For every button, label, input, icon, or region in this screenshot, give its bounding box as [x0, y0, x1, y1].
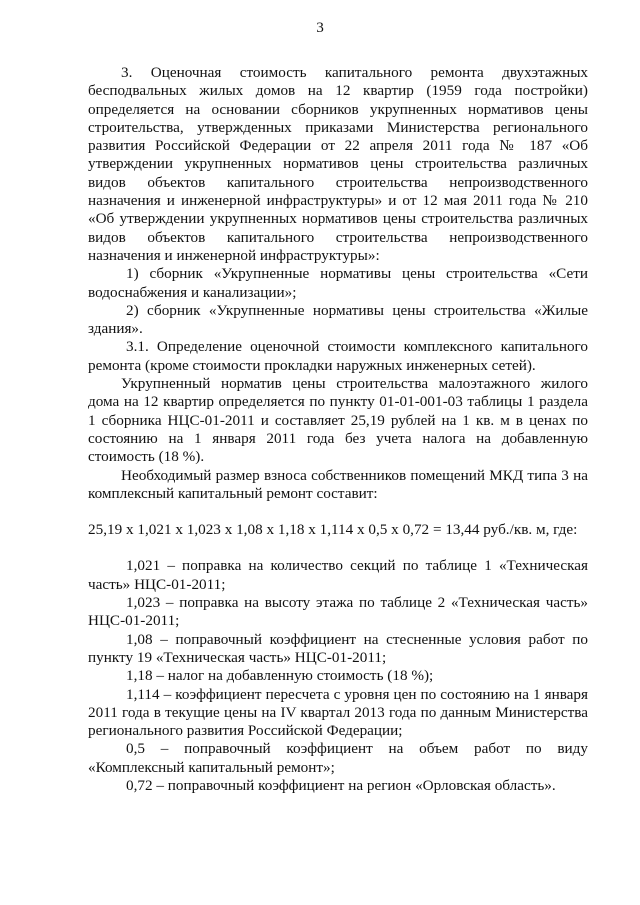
paragraph-section-3-1: 3.1. Определение оценочной стоимости комплексного капитального ремонта (кроме стоимости прокладки наружных инженерных сетей).: [88, 338, 588, 374]
list-item-2: 2) сборник «Укрупненные нормативы цены строительства «Жилые здания».: [88, 301, 588, 338]
coefficient-item: 1,021 – поправка на количество секций по таблице 1 «Техническая часть» НЦС-01-2011;: [88, 557, 588, 593]
coefficient-item: 0,5 – поправочный коэффициент на объем работ по виду «Комплексный капитальный ремонт»;: [88, 740, 588, 776]
paragraph-norm: Укрупненный норматив цены строительства малоэтажного жилого дома на 12 квартир определяется по пункту 01-01-001-03 таблицы 1 раздела 1 сборника НЦС-01-2011 и составляет 25,19 рублей на 1 кв. м в ценах по состоянию на 1 января 2011 года без учета налога на добавленную стоимость (18 %).: [88, 375, 588, 466]
formula: 25,19 x 1,021 x 1,023 x 1,08 x 1,18 x 1,114 x 0,5 x 0,72 = 13,44 руб./кв. м, где:: [88, 521, 578, 539]
page-number: 3: [316, 19, 324, 36]
coefficient-item: 1,114 – коэффициент пересчета с уровня цен по состоянию на 1 января 2011 года в текущие цены на IV квартал 2013 года по данным Министерства регионального развития Российской Федерации;: [88, 685, 588, 740]
document-body: [88, 64, 588, 795]
paragraph-section-3: 3. Оценочная стоимость капитального ремонта двухэтажных бесподвальных жилых домов на 12 квартир (1959 года постройки) определяется на основании сборников укрупненных нормативов цены строительства, утвержденных приказами Министерства регионального развития Российской Федерации от 22 апреля 2011 года № 187 «Об утверждении укрупненных нормативов цены строительства различных видов объектов капитального строительства непроизводственного назначения и инженерной инфраструктуры» и от 12 мая 2011 года № 210 «Об утверждении укрупненных нормативов цены строительства различных видов объектов капитального строительства непроизводственного назначения и инженерной инфраструктуры»:: [88, 64, 588, 264]
paragraph-required-fee: Необходимый размер взноса собственников помещений МКД типа 3 на комплексный капитальный ремонт составит:: [88, 466, 588, 502]
list-item-1: 1) сборник «Укрупненные нормативы цены строительства «Сети водоснабжения и канализации»;: [88, 265, 588, 301]
coefficient-item: 1,08 – поправочный коэффициент на стесненные условия работ по пункту 19 «Техническая часть» НЦС-01-2011;: [88, 630, 588, 666]
coefficient-item: 0,72 – поправочный коэффициент на регион «Орловская область».: [126, 776, 556, 794]
coefficient-item: 1,023 – поправка на высоту этажа по таблице 2 «Техническая часть» НЦС-01-2011;: [88, 594, 588, 630]
coefficient-item: 1,18 – налог на добавленную стоимость (18 %);: [126, 667, 434, 685]
